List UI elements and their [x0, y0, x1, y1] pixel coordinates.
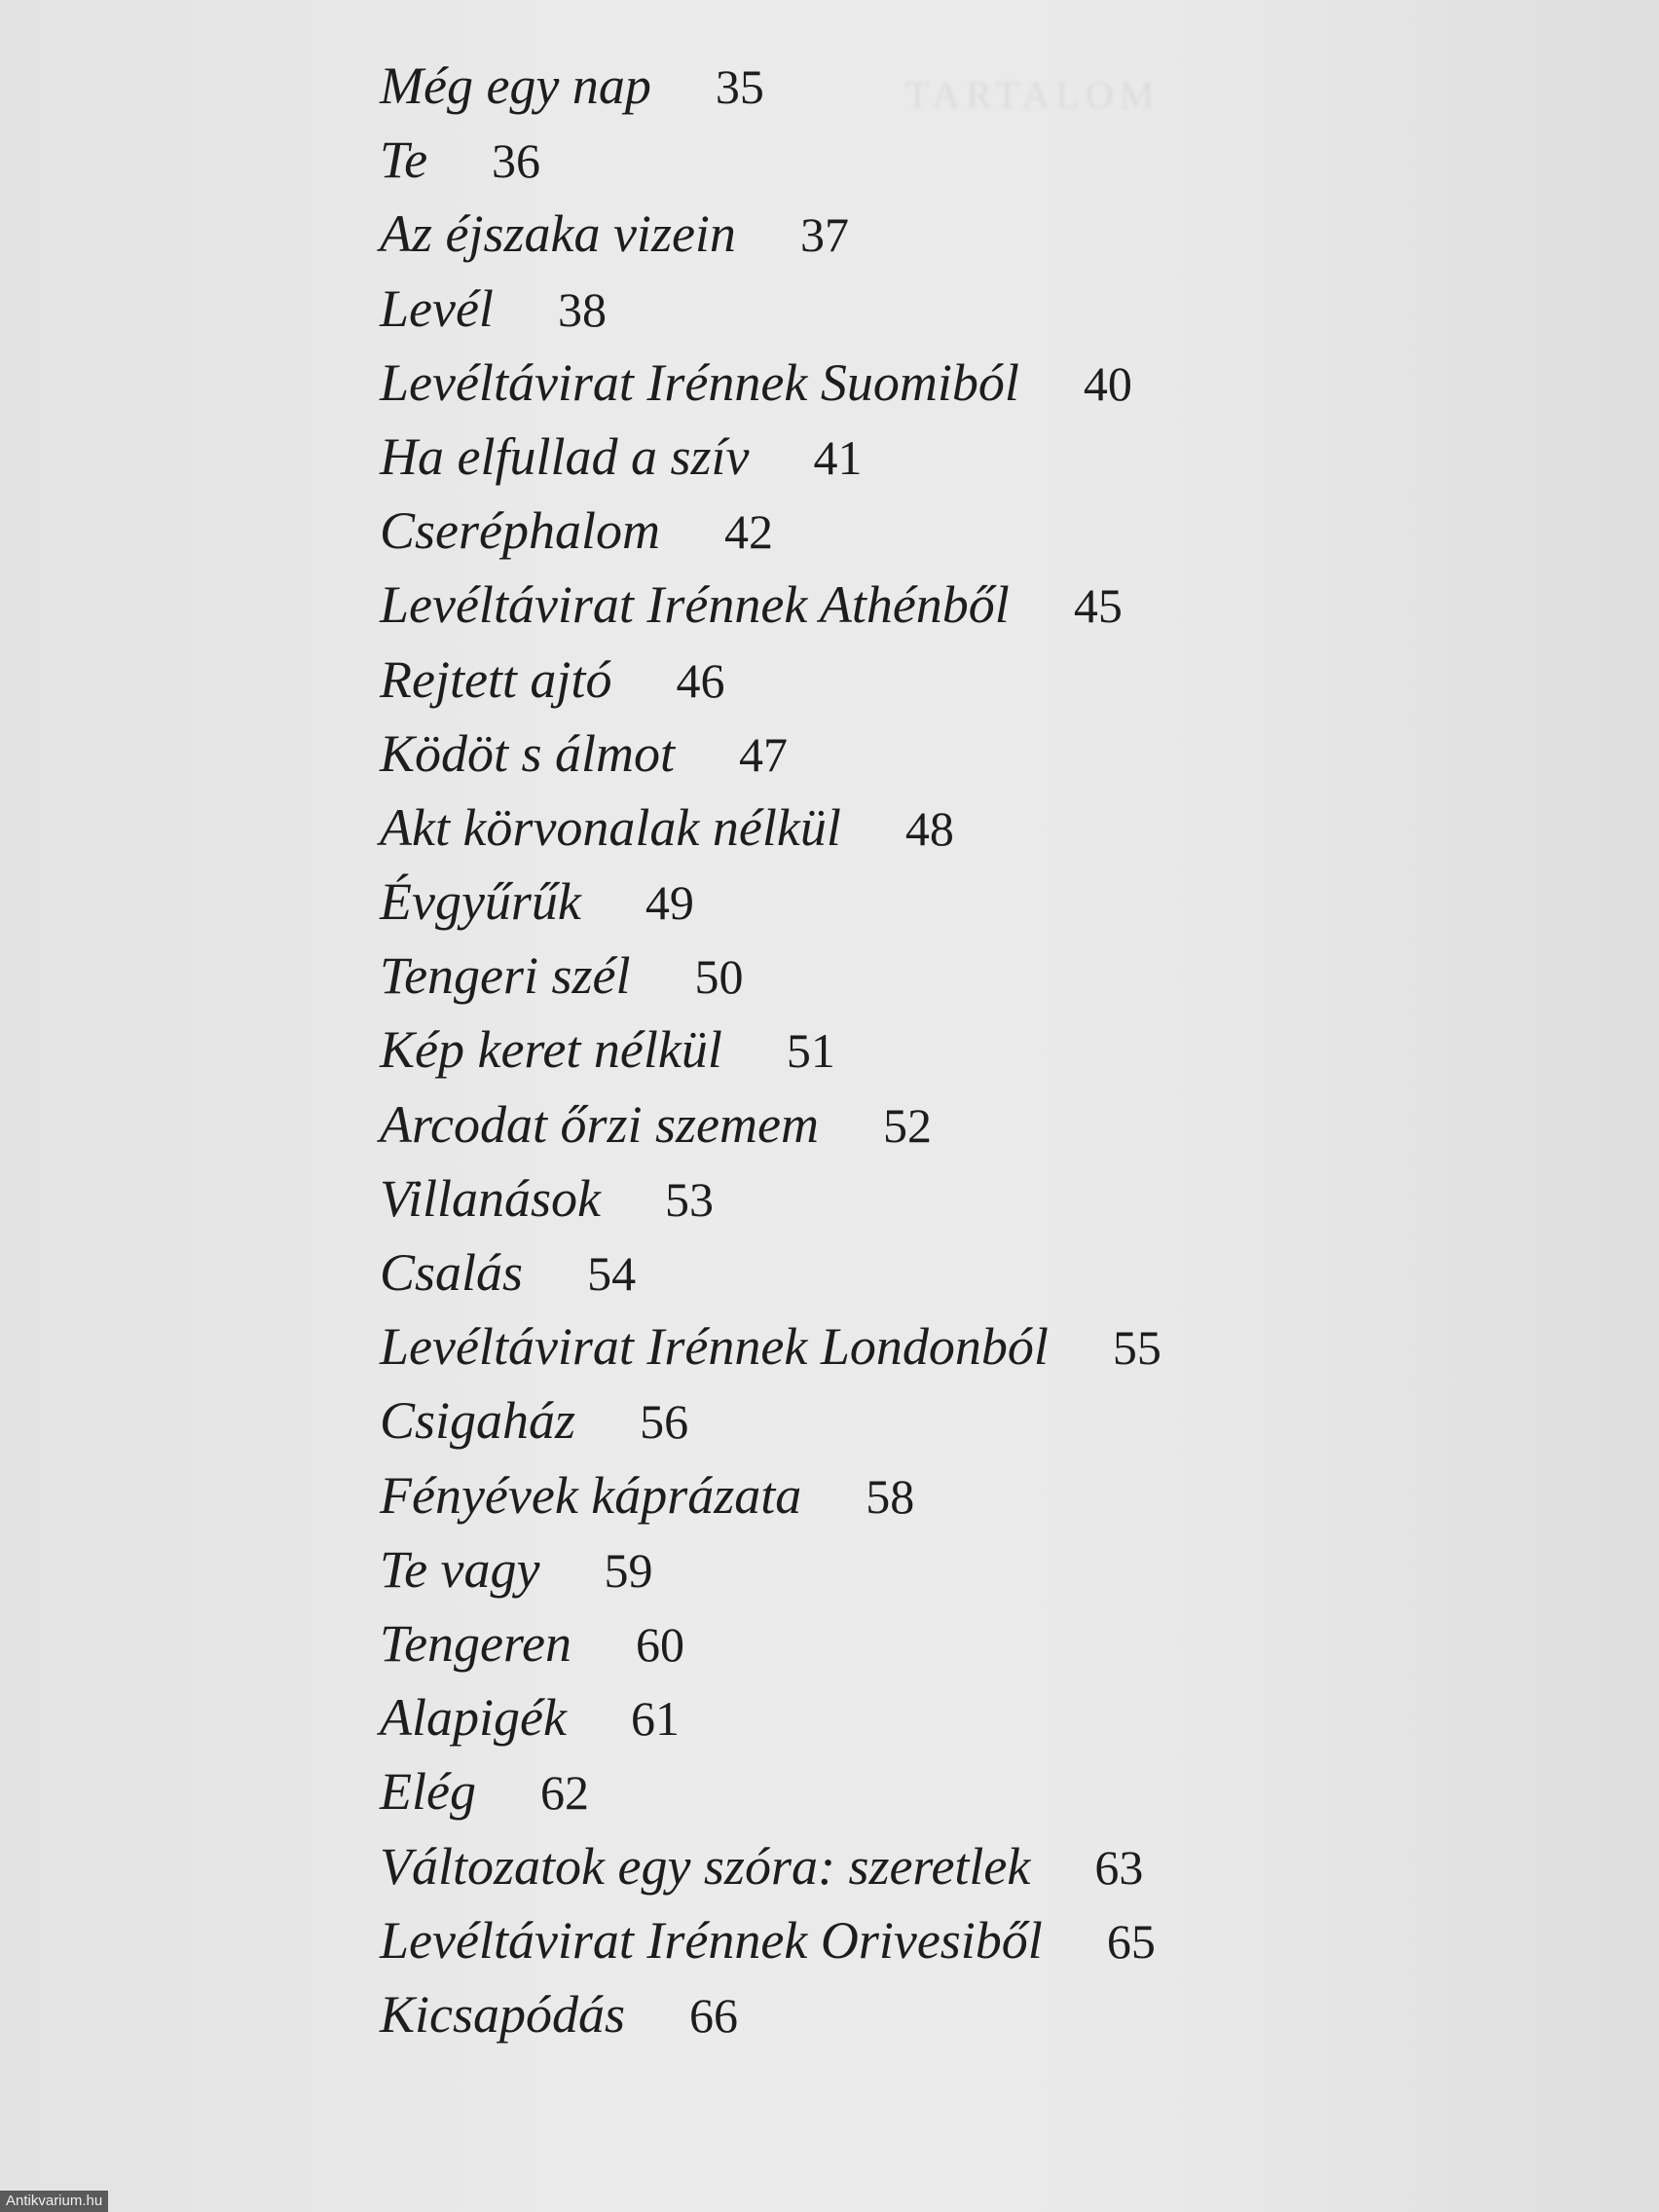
toc-entry-title: Rejtett ajtó — [380, 649, 612, 709]
table-of-contents — [380, 49, 1353, 2051]
toc-entry — [380, 1161, 1353, 1235]
toc-entry — [380, 939, 1353, 1013]
toc-entry-title: Csalás — [380, 1243, 524, 1302]
toc-entry — [380, 123, 1353, 197]
toc-entry-title: Levéltávirat Irénnek Athénből — [380, 575, 1010, 635]
show-through-text: TARTALOM — [905, 73, 1161, 117]
toc-entry-page: 41 — [813, 429, 863, 485]
toc-entry — [380, 197, 1353, 271]
toc-entry — [380, 272, 1353, 346]
toc-entry-title: Tengeri szél — [380, 946, 631, 1006]
toc-entry-page: 48 — [904, 800, 954, 856]
toc-entry-title: Levél — [380, 278, 494, 338]
toc-entry-title: Tengeren — [380, 1613, 571, 1673]
toc-entry-title: Levéltávirat Irénnek Orivesiből — [380, 1910, 1043, 1970]
toc-entry — [380, 1088, 1353, 1161]
toc-entry-page: 61 — [630, 1691, 680, 1747]
toc-entry-page: 38 — [557, 281, 607, 337]
toc-entry-title: Villanások — [380, 1168, 601, 1228]
toc-entry-title: Az éjszaka vizein — [380, 204, 736, 264]
toc-entry — [380, 49, 1353, 123]
toc-entry — [380, 717, 1353, 791]
toc-entry — [380, 1383, 1353, 1457]
toc-entry-page: 58 — [866, 1468, 915, 1524]
toc-entry-page: 55 — [1112, 1320, 1161, 1376]
toc-entry — [380, 1754, 1353, 1828]
toc-entry-page: 49 — [645, 875, 694, 931]
toc-entry — [380, 1606, 1353, 1680]
toc-entry — [380, 568, 1353, 642]
toc-entry-page: 52 — [882, 1097, 932, 1153]
toc-entry-title: Elég — [380, 1762, 476, 1822]
toc-entry — [380, 1309, 1353, 1383]
toc-entry — [380, 420, 1353, 494]
toc-entry — [380, 643, 1353, 717]
toc-entry-page: 42 — [723, 504, 773, 560]
toc-entry-title: Fényévek káprázata — [380, 1465, 802, 1525]
toc-entry-page: 62 — [539, 1765, 589, 1821]
toc-entry-page: 45 — [1073, 578, 1123, 634]
toc-entry-title: Akt körvonalak nélkül — [380, 797, 841, 857]
toc-entry-page: 59 — [604, 1542, 653, 1598]
toc-entry-title: Még egy nap — [380, 56, 651, 115]
toc-entry-page: 56 — [640, 1394, 689, 1450]
toc-entry-page: 63 — [1094, 1839, 1144, 1895]
toc-entry-title: Évgyűrűk — [380, 872, 581, 932]
toc-entry — [380, 1235, 1353, 1309]
toc-entry — [380, 791, 1353, 865]
toc-entry-page: 54 — [587, 1246, 637, 1301]
toc-entry-page: 51 — [786, 1023, 835, 1079]
toc-entry-title: Csigaház — [380, 1391, 576, 1451]
toc-entry — [380, 865, 1353, 939]
toc-entry-title: Kicsapódás — [380, 1984, 626, 2044]
toc-entry — [380, 1829, 1353, 1903]
toc-entry-title: Arcodat őrzi szemem — [380, 1094, 819, 1154]
toc-entry — [380, 1458, 1353, 1532]
toc-entry-title: Te — [380, 130, 428, 190]
toc-entry-title: Levéltávirat Irénnek Suomiból — [380, 352, 1019, 412]
toc-entry — [380, 1977, 1353, 2051]
toc-entry-title: Levéltávirat Irénnek Londonból — [380, 1317, 1049, 1377]
toc-entry — [380, 1532, 1353, 1606]
toc-entry-page: 53 — [664, 1171, 714, 1227]
toc-entry-page: 60 — [636, 1616, 684, 1672]
toc-entry-page: 46 — [676, 652, 725, 708]
toc-entry — [380, 494, 1353, 568]
toc-entry-page: 35 — [715, 59, 764, 114]
toc-entry-page: 65 — [1106, 1913, 1156, 1969]
toc-entry-title: Ha elfullad a szív — [380, 426, 750, 486]
toc-entry-title: Ködöt s álmot — [380, 723, 676, 783]
toc-entry — [380, 1680, 1353, 1754]
watermark: Antikvarium.hu — [0, 2191, 108, 2212]
toc-entry — [380, 346, 1353, 420]
toc-entry-page: 40 — [1083, 355, 1132, 411]
toc-entry — [380, 1013, 1353, 1087]
toc-entry-title: Változatok egy szóra: szeretlek — [380, 1836, 1031, 1896]
toc-entry-page: 50 — [694, 949, 744, 1005]
toc-entry-title: Kép keret nélkül — [380, 1020, 722, 1080]
toc-entry-title: Cseréphalom — [380, 501, 660, 561]
toc-entry-title: Te vagy — [380, 1539, 540, 1599]
toc-entry-page: 36 — [492, 133, 541, 189]
toc-entry-title: Alapigék — [380, 1688, 567, 1748]
toc-entry-page: 37 — [799, 207, 849, 263]
toc-entry — [380, 1903, 1353, 1977]
toc-entry-page: 47 — [739, 726, 789, 782]
toc-entry-page: 66 — [689, 1987, 739, 2043]
